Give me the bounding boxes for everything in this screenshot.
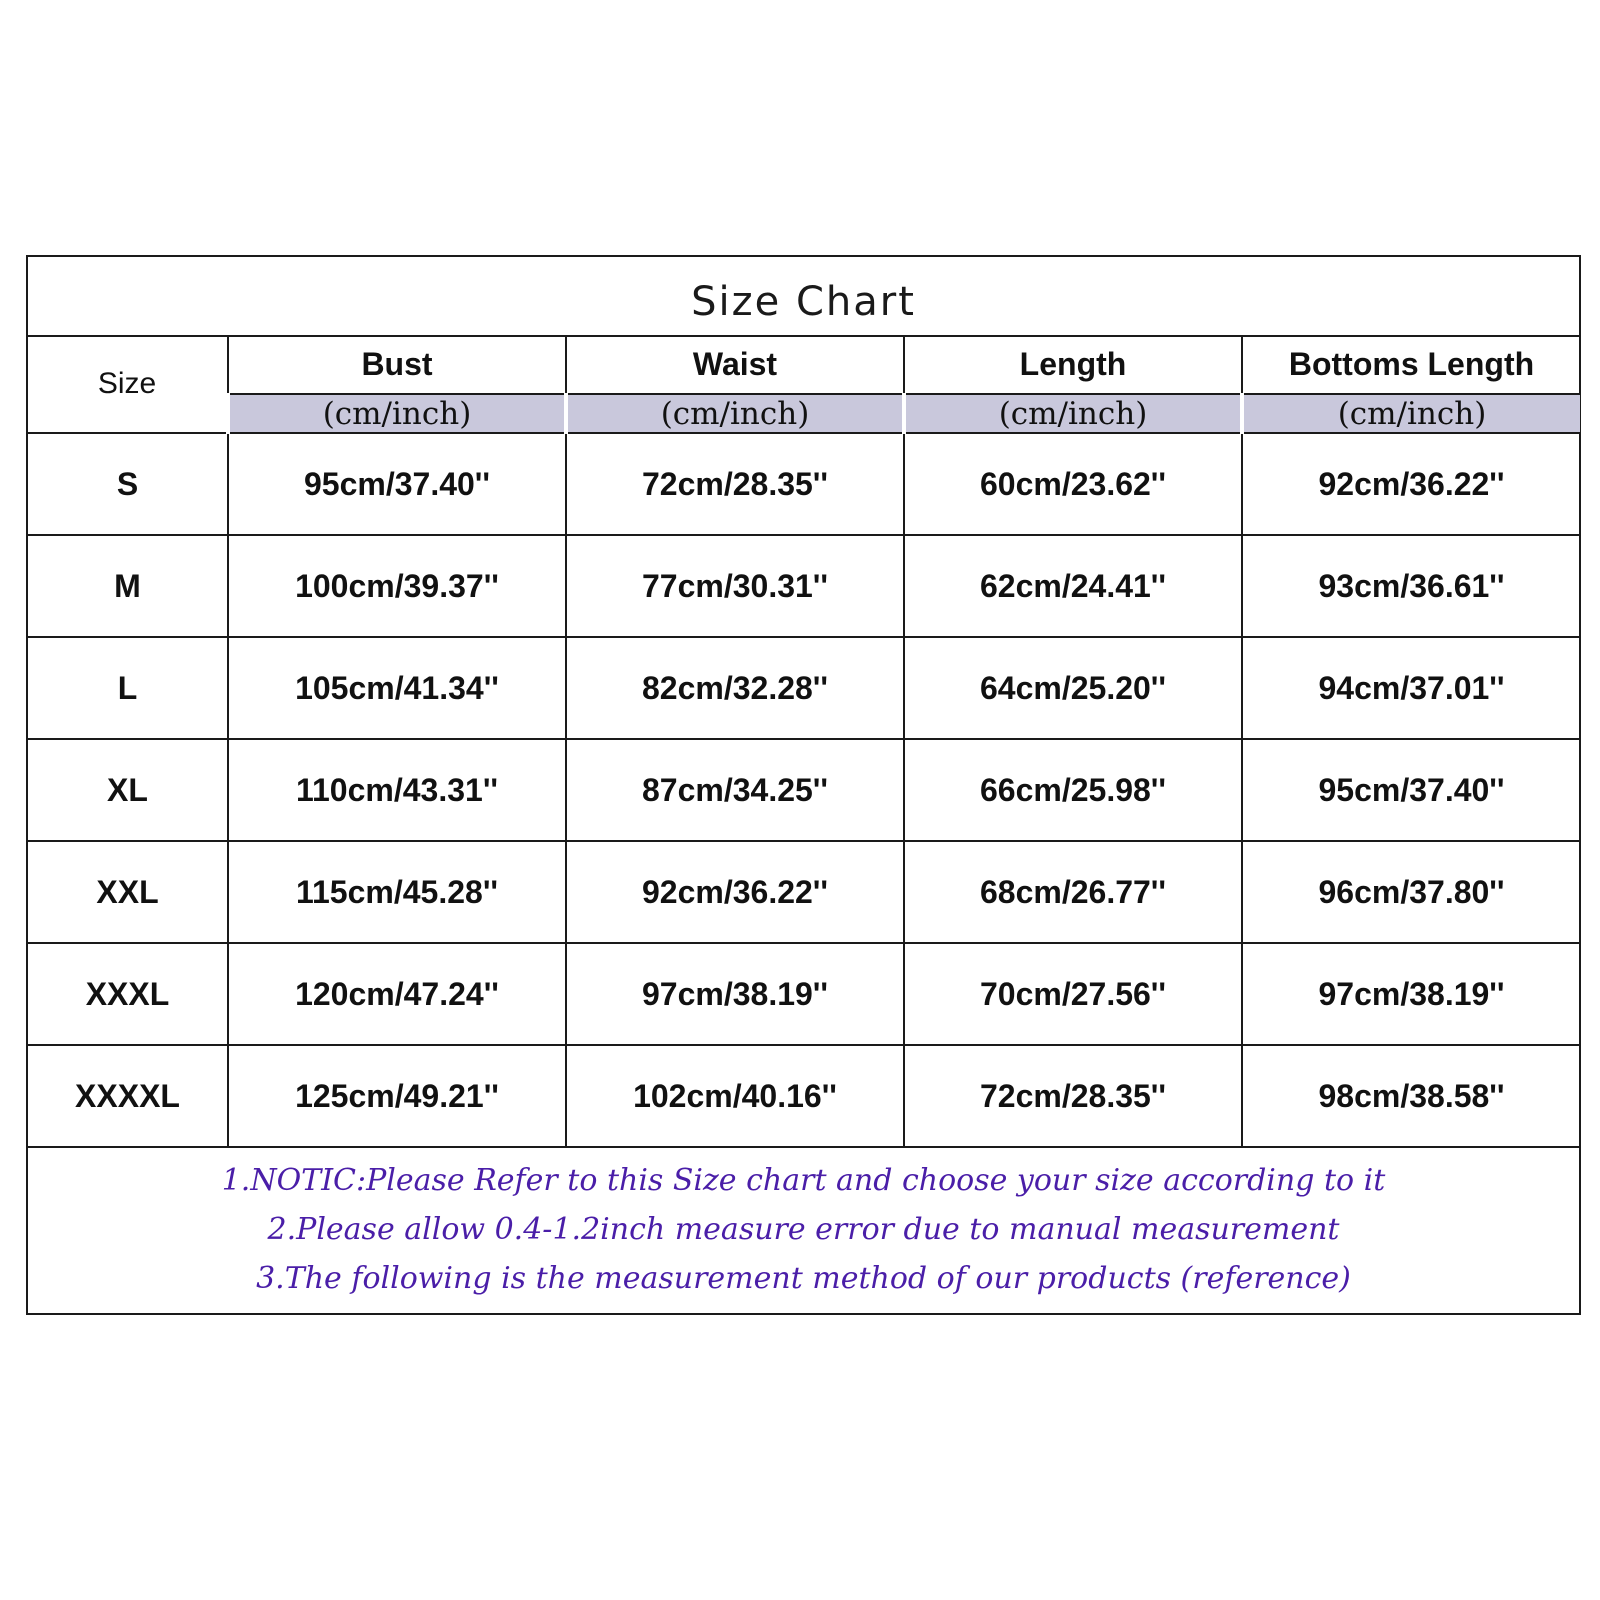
waist-cell: 87cm/34.25'' <box>566 739 904 841</box>
length-cell: 66cm/25.98'' <box>904 739 1242 841</box>
table-row <box>28 1045 1580 1147</box>
length-cell: 64cm/25.20'' <box>904 637 1242 739</box>
unit-label-length: (cm/inch) <box>904 394 1242 433</box>
bottoms-length-cell: 95cm/37.40'' <box>1242 739 1580 841</box>
column-header-waist: Waist <box>566 335 904 394</box>
waist-cell: 92cm/36.22'' <box>566 841 904 943</box>
length-cell: 70cm/27.56'' <box>904 943 1242 1045</box>
table-row <box>28 943 1580 1045</box>
waist-cell: 102cm/40.16'' <box>566 1045 904 1147</box>
bottoms-length-cell: 98cm/38.58'' <box>1242 1045 1580 1147</box>
column-header-bottoms-length: Bottoms Length <box>1242 335 1580 394</box>
size-column-header: Size <box>28 335 228 433</box>
bottoms-length-cell: 92cm/36.22'' <box>1242 433 1580 535</box>
length-cell: 68cm/26.77'' <box>904 841 1242 943</box>
bottoms-length-cell: 93cm/36.61'' <box>1242 535 1580 637</box>
size-cell: XXXXL <box>28 1045 228 1147</box>
size-cell: XXL <box>28 841 228 943</box>
unit-label-bust: (cm/inch) <box>228 394 566 433</box>
length-cell: 62cm/24.41'' <box>904 535 1242 637</box>
notes-section <box>28 1146 1579 1313</box>
table-row <box>28 433 1580 535</box>
length-cell: 60cm/23.62'' <box>904 433 1242 535</box>
note-line-2: 2.Please allow 0.4-1.2inch measure error due to manual measurement <box>267 1212 1340 1247</box>
unit-label-bottoms-length: (cm/inch) <box>1242 394 1580 433</box>
size-cell: S <box>28 433 228 535</box>
waist-cell: 97cm/38.19'' <box>566 943 904 1045</box>
note-line-1: 1.NOTIC:Please Refer to this Size chart and choose your size according to it <box>221 1163 1386 1198</box>
bust-cell: 120cm/47.24'' <box>228 943 566 1045</box>
bust-cell: 125cm/49.21'' <box>228 1045 566 1147</box>
table-row <box>28 739 1580 841</box>
table-row <box>28 841 1580 943</box>
size-cell: M <box>28 535 228 637</box>
size-table <box>28 335 1580 1148</box>
waist-cell: 72cm/28.35'' <box>566 433 904 535</box>
title-row <box>28 257 1579 337</box>
unit-row <box>28 394 1580 433</box>
waist-cell: 77cm/30.31'' <box>566 535 904 637</box>
column-header-length: Length <box>904 335 1242 394</box>
bust-cell: 110cm/43.31'' <box>228 739 566 841</box>
table-row <box>28 637 1580 739</box>
bust-cell: 95cm/37.40'' <box>228 433 566 535</box>
unit-label-waist: (cm/inch) <box>566 394 904 433</box>
chart-title: Size Chart <box>691 279 916 325</box>
length-cell: 72cm/28.35'' <box>904 1045 1242 1147</box>
bust-cell: 105cm/41.34'' <box>228 637 566 739</box>
size-chart-frame <box>26 255 1581 1315</box>
waist-cell: 82cm/32.28'' <box>566 637 904 739</box>
size-cell: XL <box>28 739 228 841</box>
header-row <box>28 335 1580 394</box>
size-cell: L <box>28 637 228 739</box>
size-cell: XXXL <box>28 943 228 1045</box>
bottoms-length-cell: 96cm/37.80'' <box>1242 841 1580 943</box>
bust-cell: 100cm/39.37'' <box>228 535 566 637</box>
bottoms-length-cell: 97cm/38.19'' <box>1242 943 1580 1045</box>
table-row <box>28 535 1580 637</box>
bust-cell: 115cm/45.28'' <box>228 841 566 943</box>
column-header-bust: Bust <box>228 335 566 394</box>
bottoms-length-cell: 94cm/37.01'' <box>1242 637 1580 739</box>
note-line-3: 3.The following is the measurement method of our products (reference) <box>256 1261 1351 1296</box>
